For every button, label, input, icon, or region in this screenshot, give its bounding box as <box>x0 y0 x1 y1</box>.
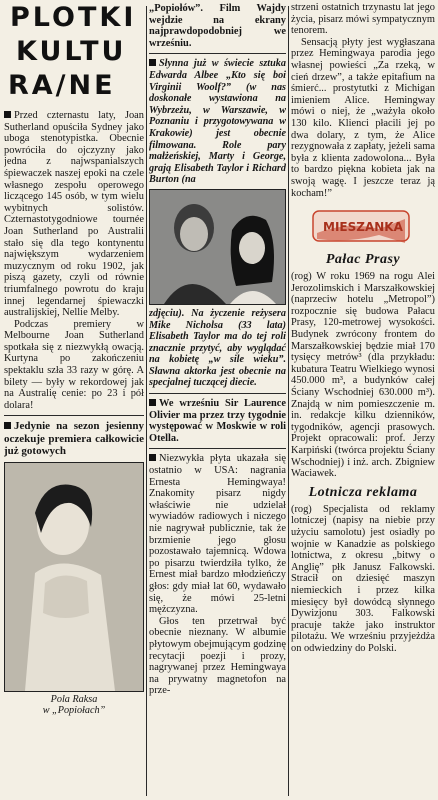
lotnicza-article: (rog) Specjalista od reklamy lotniczej (napisy na niebie przy użyciu samolotu) jest osiadły po wojnie w Kanadzie as polskiego lotnictwa, z okresu „bitwy o Anglię” płk Janusz Falkowski. Stracił on dziesięć maszyn niemieckich i przez kilka miesięcy był dowódcą słynnego Dywizjonu 303. Falkowski pracuje także jako instruktor pilotażu. We wrześniu przyjeżdża on odwiedziny do Polski. <box>291 503 435 654</box>
column-3 <box>291 0 435 800</box>
palac-title: Pałac Prasy <box>325 252 401 268</box>
photo-taylor-burton <box>149 189 286 305</box>
divider <box>149 393 286 394</box>
portrait-image-icon <box>5 463 144 691</box>
lotnicza-title: Lotnicza reklama <box>308 484 418 500</box>
masthead <box>4 2 144 110</box>
premiere-article: Podczas premiery w Melbourne Joan Sutherland spotkała się z niezwykłą owacją. Kurtyna po zakończeniu spektaklu szła 33 razy w górę. A bilety — były w rekordowej jak na Australię cenie: po 23 i pół dolara! <box>4 318 144 411</box>
sutherland-article: Przed czternastu laty, Joan Sutherland opuściła Sydney jako uboga stenotypistka. Obecnie powróciła do ojczyzny jako jedna z najwspanialszych śpiewaczek naszej epoki na czele własnego zespołu operowego liczącego 145 osób, w tym wielu wybitnych solistów. Czternastotygodniowe tournée Joan Sutherland po Australii stało się dla tego kontynentu największym wydarzeniem muzycznym od roku 1902, jak piszą gazety, czyli od równie triumfalnego powrotu do kraju innej legendarnej śpiewaczki australijskiej, Nellie Melby. <box>4 110 144 319</box>
masthead-line-1: PLOTKI <box>10 2 137 33</box>
bullet-square-icon <box>4 422 11 429</box>
mieszanka-badge <box>309 203 435 249</box>
bullet-square-icon <box>149 454 156 461</box>
sensacja-article: Sensacją płyty jest wygłaszana przez Hemingwaya parodia jego własnej powieści „Za rzeką, w cień drzew”, a także epitafium na śmierć... prostytutki z Michigan imieniem Alice. Hemingway mówi o niej, że „ważyła około 130 kilo. Klienci płacili jej po dwa dolary, z tym, że Alice rezygnowała z zapłaty, jeżeli sama była z klienta zadowolona... Była to bardzo piękna kobieta jak na swoją wagę. I jeszcze teraz ją kocham!” <box>291 36 435 199</box>
glos-article: Głos ten przetrwał być obecnie nieznany. W albumie płytowym obejmującym godzinę recytacji poezji i prozy, nagrywanej przez Hemingwaya na prywatny magnetofon na prze- <box>149 615 286 697</box>
divider <box>149 53 286 54</box>
raksa-note: Jedynie na sezon jesienny oczekuje premiera całkowicie już gotowych <box>4 420 144 458</box>
nichols-article: zdjęciu). Na życzenie reżysera Mike Nicholsa (33 lata) Elisabeth Taylor ma do tej roli znacznie przytyć, aby wyglądać na kobietę „w sile wieku”. Sławna aktorka jest obecnie na specjalnej tuczącej diecie. <box>149 307 286 389</box>
hemingway-article: Niezwykła płyta ukazała się ostatnio w USA: nagrania Ernesta Hemingwaya! Znakomity pisarz nigdy właściwie nie udzielał wywiadów radiowych i niczego nie nagrywał publicznie, tak że brzmienie jego głosu pozostawało tajemnicą. Wdowa po pisarzu twierdziła tylko, że Ernest miał bardzo młodzieńczy głos: gdy miał lat 60, wydawało się, że mówi 25-letni mężczyzna. <box>149 453 286 616</box>
masthead-line-2: KULTU <box>16 36 127 67</box>
divider <box>4 415 144 416</box>
film-still-image-icon <box>150 190 286 304</box>
photo-pola-raksa <box>4 462 144 692</box>
bullet-square-icon <box>149 59 156 66</box>
column-rule <box>146 6 147 796</box>
divider <box>149 448 286 449</box>
photo-caption: Pola Raksa w „Popiołach” <box>42 693 106 717</box>
bullet-square-icon <box>4 111 11 118</box>
column-1 <box>4 0 144 800</box>
albee-article: Słynna już w świecie sztuka Edwarda Albee „Kto się boi Virginii Woolf?” (w nas doskonałe wystawiona na Wybrzeżu, w Warszawie, w Poznaniu i przygotowywana w Krakowie) jest obecnie filmowana. Role pary małżeńskiej, Marty i George, grają Elisabeth Taylor i Richard Burton (na <box>149 58 286 186</box>
bullet-square-icon <box>149 399 156 406</box>
hemingway-continued: strzeni ostatnich trzynastu lat jego życia, pisarz mówi sympatycznym tenorem. <box>291 2 435 37</box>
trumpet-badge-icon <box>309 203 421 249</box>
masthead-line-3: RA∕NE <box>8 70 116 101</box>
palac-article: (rog) W roku 1969 na rogu Alei Jerozolimskich i Marszałkowskiej (naprzeciw hotelu „Metropol”) rozpocznie się budowa Pałacu Prasy, 120-metrowej wysokości. Budynek zwrócony frontem do Marszałkowskiej będzie miał 170 tysięcy metrów³ (dla przykładu: kubatura Teatru Wielkiego wynosi 450.000 m³, a budynków całej Ściany Wschodniej 630.000 m³). Znajdą w nim pomieszczenie m. in. redakcje kilku dzienników, tygodników, agencji prasowych. Projekt opracowali: prof. Jerzy Karpiński (twórca projektu Ściany Wschodniej) i inż. arch. Zbigniew Waciawek. <box>291 271 435 480</box>
column-rule <box>288 6 289 796</box>
olivier-note: We wrześniu Sir Laurence Olivier ma przez trzy tygodnie występować w Moskwie w roli Otella. <box>149 398 286 444</box>
popioly-note: „Popiołów”. Film Wajdy wejdzie na ekrany najprawdopodobniej we wrześniu. <box>149 3 286 49</box>
column-2 <box>149 0 286 800</box>
badge-label: MIESZANKA <box>323 220 403 235</box>
